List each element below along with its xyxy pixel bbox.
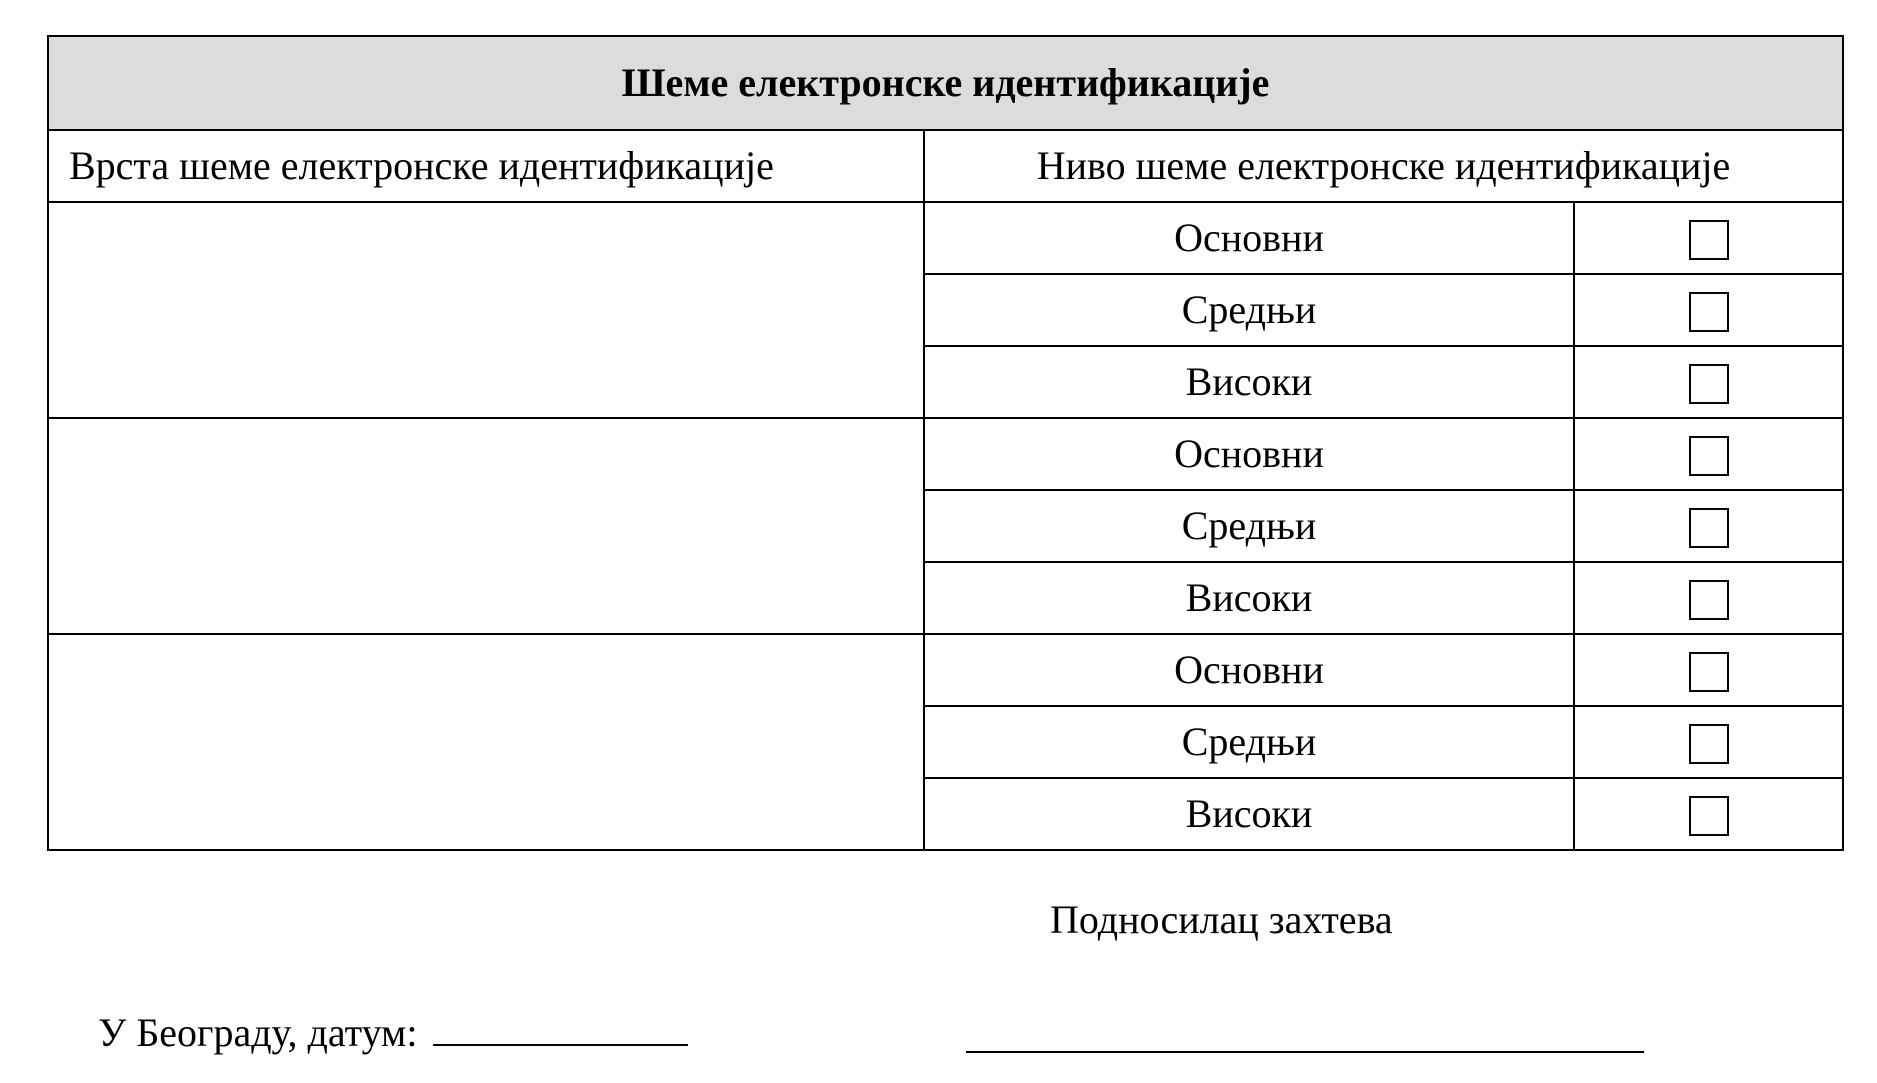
level-checkbox[interactable] xyxy=(1689,724,1729,764)
signature-line[interactable] xyxy=(966,1051,1644,1053)
identification-schemes-table xyxy=(47,35,1844,851)
applicant-label: Подносилац захтева xyxy=(1050,897,1393,942)
level-checkbox-cell xyxy=(1574,490,1843,562)
level-checkbox-cell xyxy=(1574,418,1843,490)
level-label: Средњи xyxy=(924,274,1574,346)
level-label: Високи xyxy=(924,562,1574,634)
table-title: Шеме електронске идентификације xyxy=(48,36,1843,130)
level-label: Основни xyxy=(924,202,1574,274)
level-checkbox-cell xyxy=(1574,274,1843,346)
level-checkbox[interactable] xyxy=(1689,652,1729,692)
scheme-type-input[interactable] xyxy=(48,634,924,850)
scheme-type-input[interactable] xyxy=(48,418,924,634)
level-row xyxy=(48,634,1843,706)
table-header-row xyxy=(48,130,1843,202)
level-checkbox-cell xyxy=(1574,346,1843,418)
scheme-type-input[interactable] xyxy=(48,202,924,418)
column-header-scheme-level: Ниво шеме електронске идентификације xyxy=(924,130,1843,202)
level-checkbox-cell xyxy=(1574,778,1843,850)
level-label: Основни xyxy=(924,634,1574,706)
level-checkbox[interactable] xyxy=(1689,508,1729,548)
level-label: Основни xyxy=(924,418,1574,490)
level-checkbox-cell xyxy=(1574,634,1843,706)
level-label: Високи xyxy=(924,346,1574,418)
level-label: Високи xyxy=(924,778,1574,850)
level-checkbox-cell xyxy=(1574,706,1843,778)
level-label: Средњи xyxy=(924,706,1574,778)
column-header-scheme-type: Врста шеме електронске идентификације xyxy=(48,130,924,202)
level-label: Средњи xyxy=(924,490,1574,562)
level-row xyxy=(48,202,1843,274)
level-checkbox[interactable] xyxy=(1689,796,1729,836)
city-date-field xyxy=(98,1008,688,1053)
level-checkbox[interactable] xyxy=(1689,436,1729,476)
table-title-row xyxy=(48,36,1843,130)
city-date-label: У Београду, датум: xyxy=(98,1010,418,1055)
date-input-line[interactable] xyxy=(433,1008,688,1046)
level-checkbox[interactable] xyxy=(1689,220,1729,260)
level-checkbox-cell xyxy=(1574,562,1843,634)
level-checkbox[interactable] xyxy=(1689,292,1729,332)
level-checkbox[interactable] xyxy=(1689,364,1729,404)
level-checkbox[interactable] xyxy=(1689,580,1729,620)
level-checkbox-cell xyxy=(1574,202,1843,274)
level-row xyxy=(48,418,1843,490)
